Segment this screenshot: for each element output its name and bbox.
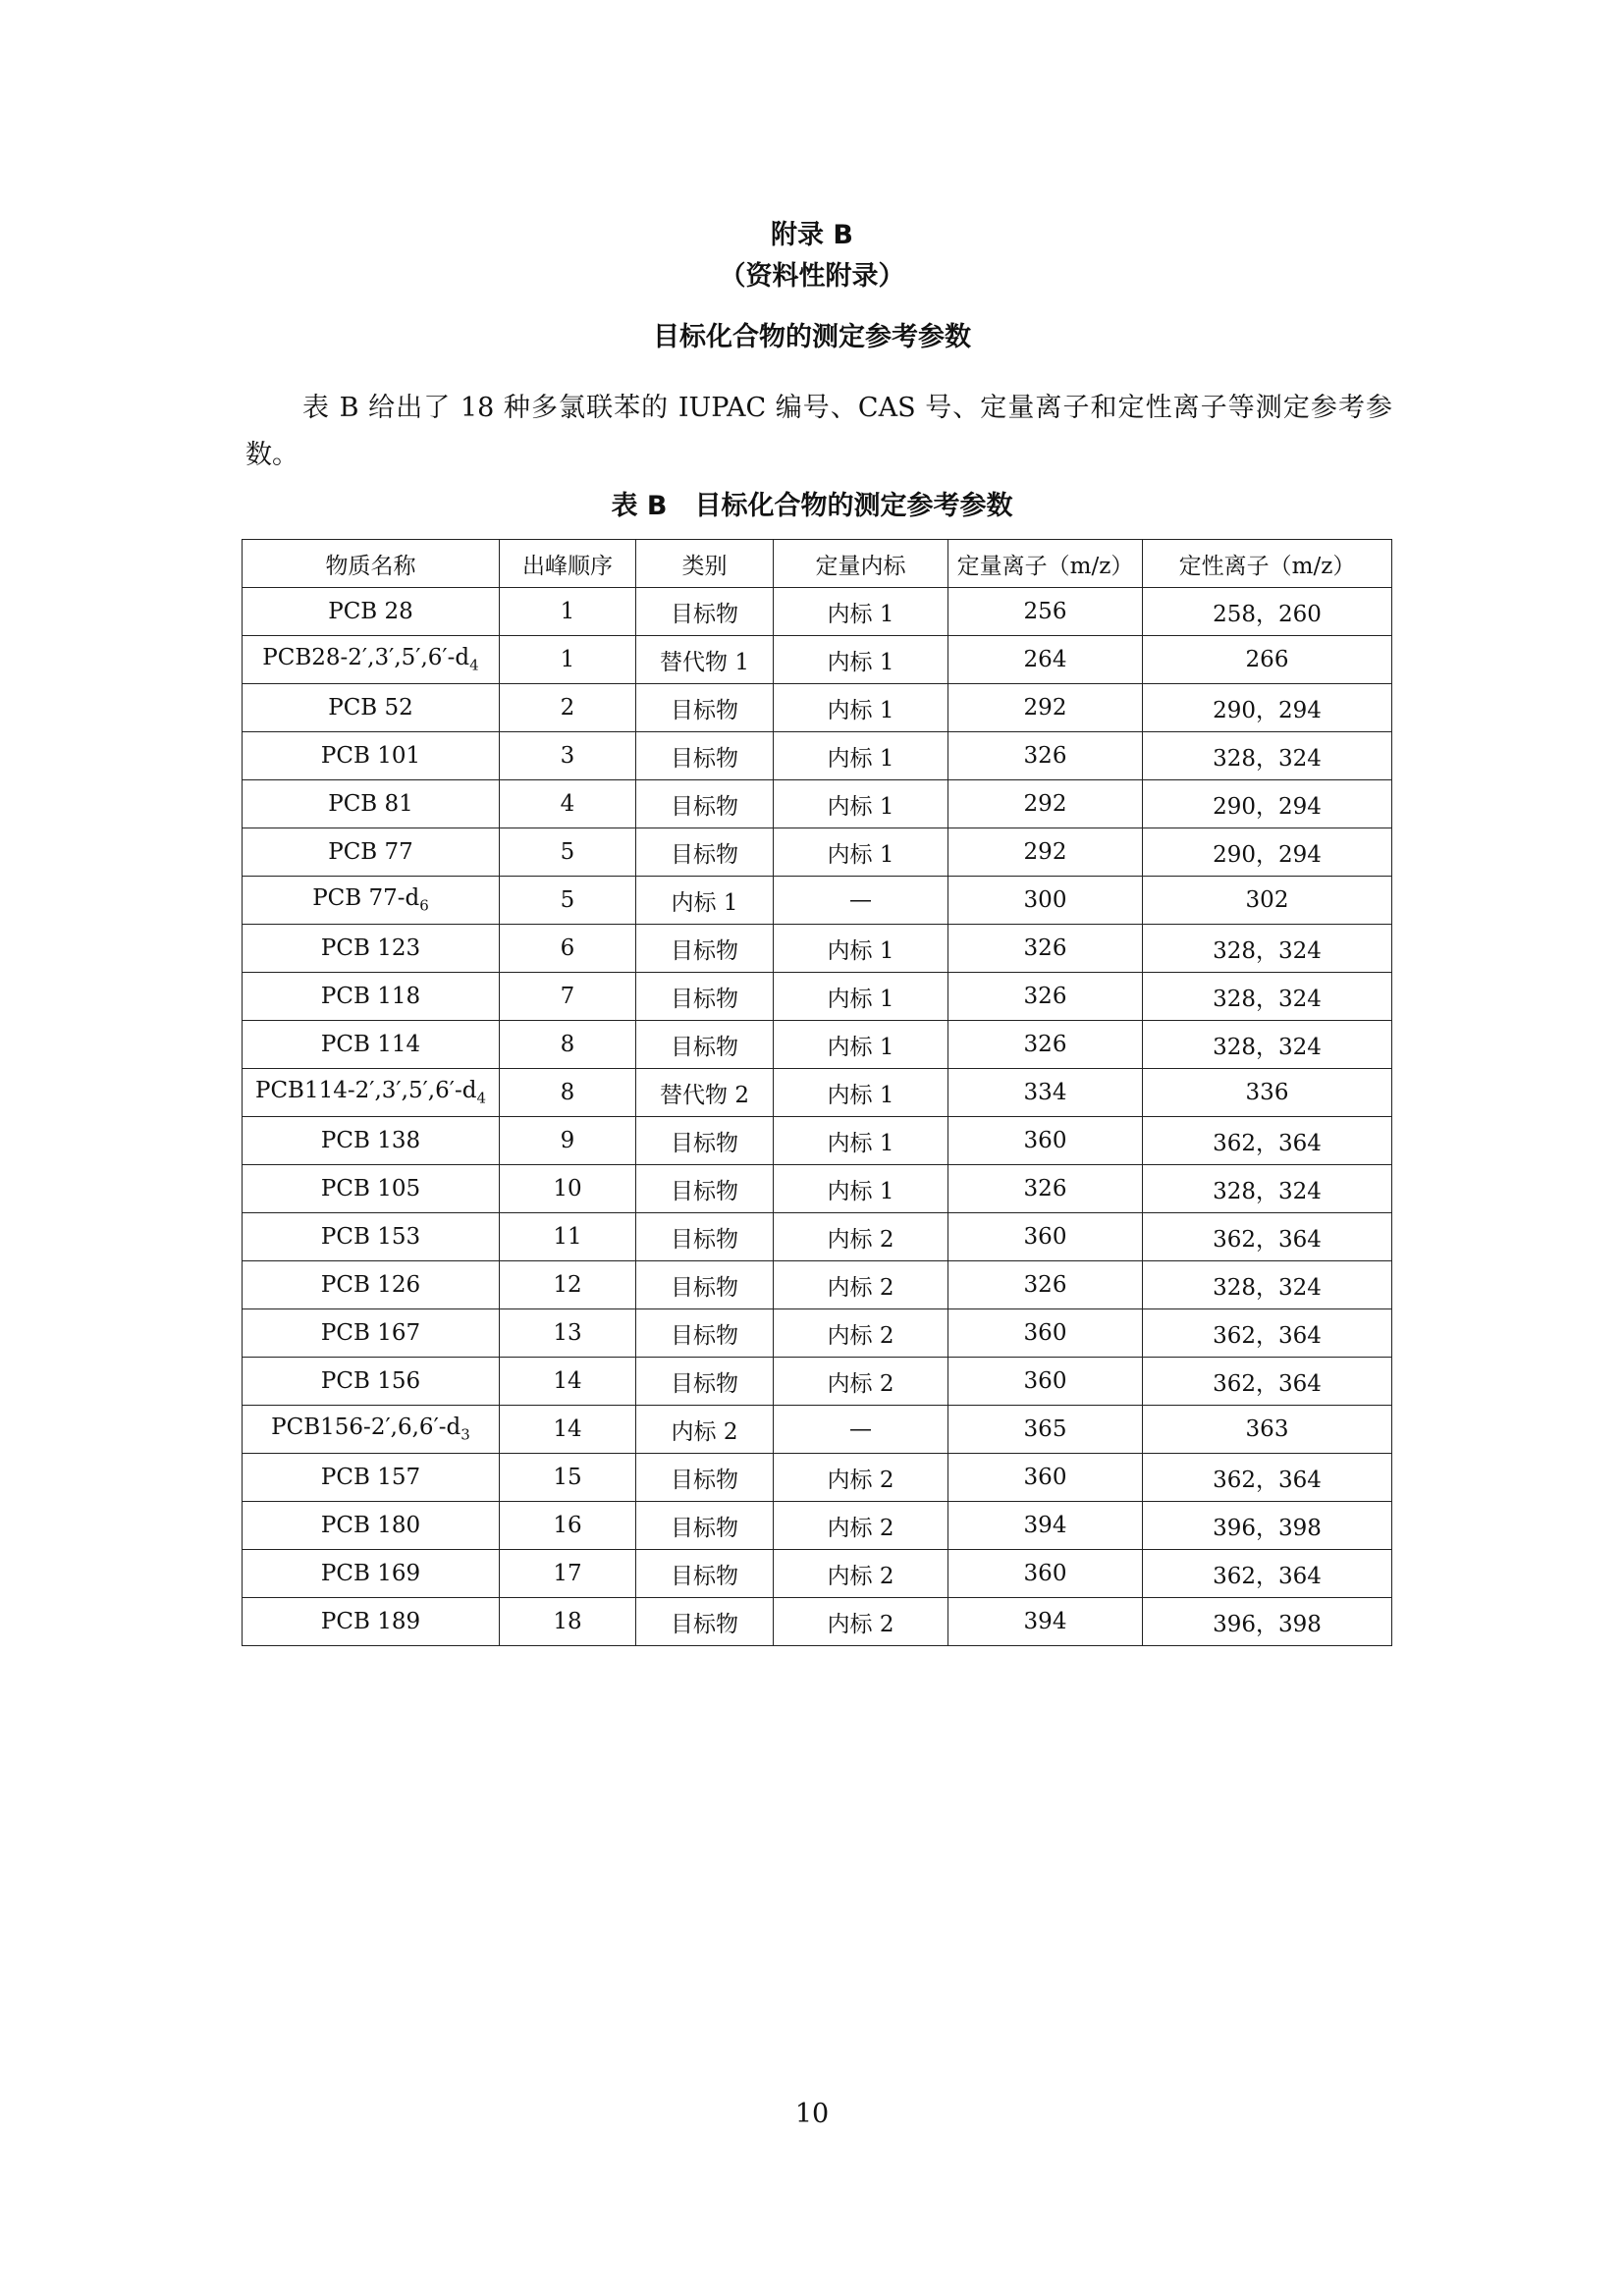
substance-name-text: PCB 153 [320,1224,421,1250]
substance-name-cell [243,780,500,828]
table-row [243,1502,1392,1550]
category-cell: 目标物 [636,973,774,1021]
intro-paragraph: 表 B 给出了 18 种多氯联苯的 IUPAC 编号、CAS 号、定量离子和定性离子等测定参考参数。 [245,393,1392,470]
substance-name-text: PCB 180 [320,1513,421,1538]
elution-order-cell: 10 [500,1165,636,1213]
table-row [243,684,1392,732]
category-cell: 目标物 [636,1358,774,1406]
qual-ion-cell: 266 [1143,636,1392,684]
elution-order-cell: 2 [500,684,636,732]
substance-name-cell [243,877,500,925]
category-cell: 目标物 [636,732,774,780]
internal-standard-cell: 内标 2 [774,1358,948,1406]
header-internal-standard: 定量内标 [774,540,948,588]
internal-standard-cell: 内标 1 [774,684,948,732]
table-row [243,1358,1392,1406]
internal-standard-cell: 内标 2 [774,1502,948,1550]
internal-standard-cell: 内标 2 [774,1309,948,1358]
internal-standard-cell: — [774,1406,948,1454]
category-cell: 目标物 [636,828,774,877]
quant-ion-cell: 360 [948,1358,1143,1406]
elution-order-cell: 18 [500,1598,636,1646]
qual-ion-cell: 328，324 [1143,1261,1392,1309]
isotope-subscript: 4 [469,656,479,674]
qual-ion-cell: 362，364 [1143,1550,1392,1598]
internal-standard-cell: 内标 1 [774,828,948,877]
internal-standard-cell: 内标 1 [774,1021,948,1069]
table-row [243,636,1392,684]
substance-name-cell [243,1213,500,1261]
internal-standard-cell: 内标 1 [774,588,948,636]
header-elution-order: 出峰顺序 [500,540,636,588]
substance-name-cell [243,684,500,732]
quant-ion-cell: 326 [948,973,1143,1021]
substance-name-cell [243,1165,500,1213]
substance-name-text: PCB 189 [320,1609,421,1634]
elution-order-cell: 13 [500,1309,636,1358]
quant-ion-cell: 292 [948,828,1143,877]
table-row [243,732,1392,780]
category-cell: 目标物 [636,1117,774,1165]
isotope-subscript: 3 [460,1425,470,1444]
substance-name-cell [243,925,500,973]
header-category: 类别 [636,540,774,588]
substance-name-text: PCB28-2′,3′,5′,6′-d [262,645,470,671]
elution-order-cell: 15 [500,1454,636,1502]
elution-order-cell: 5 [500,877,636,925]
substance-name-cell [243,1358,500,1406]
quant-ion-cell: 256 [948,588,1143,636]
internal-standard-cell: 内标 1 [774,925,948,973]
internal-standard-cell: 内标 2 [774,1550,948,1598]
table-row [243,780,1392,828]
internal-standard-cell: 内标 1 [774,1117,948,1165]
qual-ion-cell: 328，324 [1143,1021,1392,1069]
elution-order-cell: 5 [500,828,636,877]
category-cell: 目标物 [636,1165,774,1213]
elution-order-cell: 3 [500,732,636,780]
quant-ion-cell: 360 [948,1550,1143,1598]
substance-name-text: PCB 105 [320,1176,421,1201]
appendix-type: （资料性附录） [719,261,905,292]
category-cell: 目标物 [636,1454,774,1502]
table-row [243,588,1392,636]
table-row [243,1069,1392,1117]
substance-name-cell [243,588,500,636]
quant-ion-cell: 334 [948,1069,1143,1117]
substance-name-text: PCB 28 [328,599,413,624]
page-number: 10 [794,2099,830,2129]
substance-name-text: PCB 77 [328,839,413,865]
substance-name-text: PCB156-2′,6,6′-d [271,1415,461,1441]
table-caption-label: 表 B [611,491,668,521]
elution-order-cell: 8 [500,1069,636,1117]
substance-name-text: PCB 156 [320,1368,421,1394]
qual-ion-cell: 336 [1143,1069,1392,1117]
quant-ion-cell: 326 [948,925,1143,973]
table-caption [0,489,1624,524]
internal-standard-cell: 内标 1 [774,973,948,1021]
substance-name-text: PCB 52 [328,695,413,721]
internal-standard-cell: 内标 2 [774,1598,948,1646]
substance-name-cell [243,636,500,684]
qual-ion-cell: 328，324 [1143,732,1392,780]
substance-name-cell [243,1406,500,1454]
substance-name-cell [243,1261,500,1309]
qual-ion-cell: 363 [1143,1406,1392,1454]
table-row [243,1454,1392,1502]
internal-standard-cell: 内标 1 [774,1165,948,1213]
category-cell: 目标物 [636,1309,774,1358]
qual-ion-cell: 290，294 [1143,780,1392,828]
table-row [243,1261,1392,1309]
elution-order-cell: 14 [500,1406,636,1454]
qual-ion-cell: 396，398 [1143,1598,1392,1646]
quant-ion-cell: 264 [948,636,1143,684]
elution-order-cell: 8 [500,1021,636,1069]
category-cell: 目标物 [636,1261,774,1309]
qual-ion-cell: 362，364 [1143,1454,1392,1502]
quant-ion-cell: 394 [948,1502,1143,1550]
category-cell: 内标 1 [636,877,774,925]
qual-ion-cell: 328，324 [1143,925,1392,973]
substance-name-text: PCB 167 [320,1320,421,1346]
parameter-table [242,539,1392,1646]
header-substance-name: 物质名称 [243,540,500,588]
internal-standard-cell: 内标 2 [774,1213,948,1261]
qual-ion-cell: 328，324 [1143,1165,1392,1213]
qual-ion-cell: 328，324 [1143,973,1392,1021]
table-row [243,877,1392,925]
isotope-subscript: 6 [419,896,429,915]
table-row [243,973,1392,1021]
appendix-title: 目标化合物的测定参考参数 [653,322,971,352]
table-row [243,1309,1392,1358]
category-cell: 目标物 [636,1213,774,1261]
substance-name-cell [243,828,500,877]
appendix-heading: 附录 B [771,220,853,250]
table-row [243,1165,1392,1213]
elution-order-cell: 16 [500,1502,636,1550]
quant-ion-cell: 360 [948,1117,1143,1165]
quant-ion-cell: 394 [948,1598,1143,1646]
substance-name-text: PCB 118 [320,984,421,1009]
elution-order-cell: 11 [500,1213,636,1261]
substance-name-text: PCB114-2′,3′,5′,6′-d [254,1078,477,1104]
category-cell: 目标物 [636,684,774,732]
substance-name-cell [243,1021,500,1069]
substance-name-text: PCB 157 [320,1465,421,1490]
elution-order-cell: 7 [500,973,636,1021]
isotope-subscript: 4 [476,1089,487,1107]
category-cell: 内标 2 [636,1406,774,1454]
qual-ion-cell: 362，364 [1143,1117,1392,1165]
quant-ion-cell: 292 [948,780,1143,828]
table-row [243,1550,1392,1598]
internal-standard-cell: 内标 2 [774,1261,948,1309]
substance-name-cell [243,973,500,1021]
substance-name-cell [243,1550,500,1598]
qual-ion-cell: 362，364 [1143,1213,1392,1261]
table-row [243,925,1392,973]
substance-name-text: PCB 77-d [312,885,420,912]
header-qual-ion: 定性离子（m/z） [1143,540,1392,588]
category-cell: 目标物 [636,1598,774,1646]
quant-ion-cell: 326 [948,1165,1143,1213]
substance-name-cell [243,1502,500,1550]
table-body [243,588,1392,1646]
table-row [243,1213,1392,1261]
substance-name-text: PCB 138 [320,1128,421,1153]
substance-name-text: PCB 81 [328,791,413,817]
quant-ion-cell: 326 [948,732,1143,780]
category-cell: 目标物 [636,1502,774,1550]
qual-ion-cell: 396，398 [1143,1502,1392,1550]
quant-ion-cell: 292 [948,684,1143,732]
category-cell: 替代物 2 [636,1069,774,1117]
quant-ion-cell: 365 [948,1406,1143,1454]
table-caption-title: 目标化合物的测定参考参数 [694,491,1013,521]
category-cell: 目标物 [636,588,774,636]
qual-ion-cell: 258，260 [1143,588,1392,636]
quant-ion-cell: 326 [948,1261,1143,1309]
internal-standard-cell: 内标 1 [774,1069,948,1117]
category-cell: 目标物 [636,925,774,973]
substance-name-cell [243,1454,500,1502]
substance-name-cell [243,1598,500,1646]
elution-order-cell: 12 [500,1261,636,1309]
table-row [243,1406,1392,1454]
elution-order-cell: 1 [500,636,636,684]
substance-name-text: PCB 169 [320,1561,421,1586]
substance-name-text: PCB 126 [320,1272,421,1298]
internal-standard-cell: 内标 1 [774,732,948,780]
qual-ion-cell: 290，294 [1143,684,1392,732]
elution-order-cell: 1 [500,588,636,636]
category-cell: 替代物 1 [636,636,774,684]
quant-ion-cell: 360 [948,1454,1143,1502]
substance-name-cell [243,1117,500,1165]
header-quant-ion: 定量离子（m/z） [948,540,1143,588]
internal-standard-cell: — [774,877,948,925]
table-row [243,828,1392,877]
table-row [243,1021,1392,1069]
substance-name-cell [243,1309,500,1358]
quant-ion-cell: 360 [948,1309,1143,1358]
substance-name-text: PCB 114 [320,1032,421,1057]
elution-order-cell: 14 [500,1358,636,1406]
category-cell: 目标物 [636,1021,774,1069]
internal-standard-cell: 内标 1 [774,780,948,828]
quant-ion-cell: 326 [948,1021,1143,1069]
elution-order-cell: 6 [500,925,636,973]
quant-ion-cell: 360 [948,1213,1143,1261]
table-row [243,1598,1392,1646]
qual-ion-cell: 362，364 [1143,1358,1392,1406]
qual-ion-cell: 302 [1143,877,1392,925]
quant-ion-cell: 300 [948,877,1143,925]
category-cell: 目标物 [636,780,774,828]
substance-name-cell [243,732,500,780]
internal-standard-cell: 内标 1 [774,636,948,684]
substance-name-text: PCB 123 [320,935,421,961]
substance-name-cell [243,1069,500,1117]
category-cell: 目标物 [636,1550,774,1598]
qual-ion-cell: 362，364 [1143,1309,1392,1358]
table-header-row [243,540,1392,588]
qual-ion-cell: 290，294 [1143,828,1392,877]
elution-order-cell: 17 [500,1550,636,1598]
internal-standard-cell: 内标 2 [774,1454,948,1502]
substance-name-text: PCB 101 [320,743,421,769]
elution-order-cell: 9 [500,1117,636,1165]
elution-order-cell: 4 [500,780,636,828]
table-row [243,1117,1392,1165]
